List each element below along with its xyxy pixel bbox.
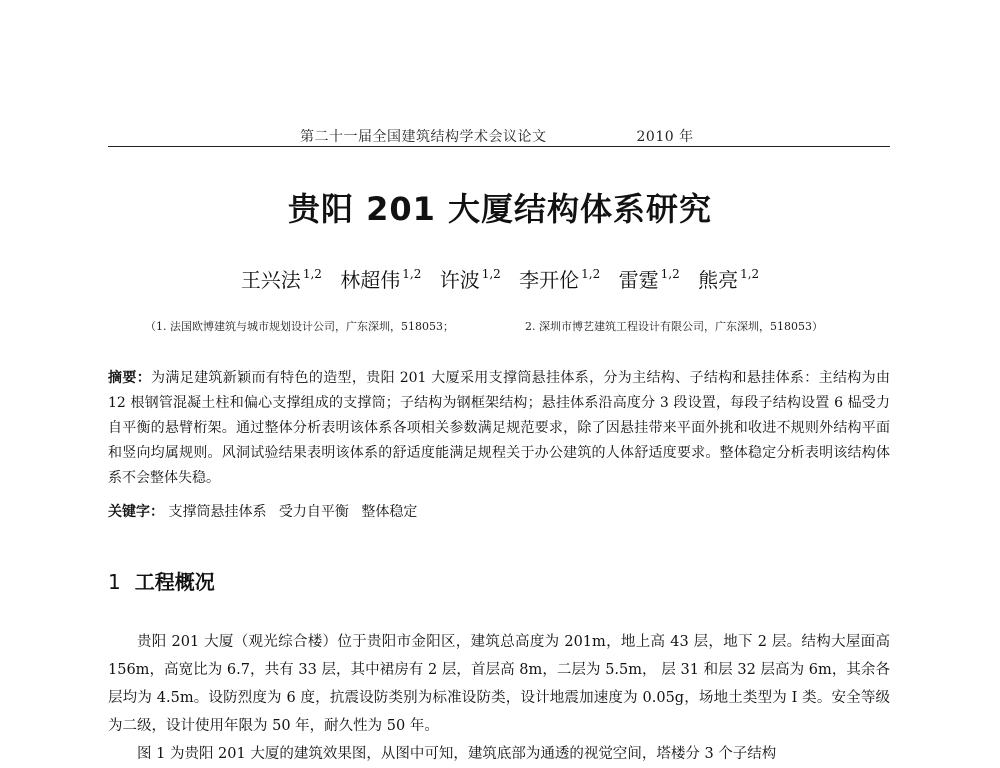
- author: 林超伟 $^{1,2}$: [340, 267, 422, 292]
- section-heading: [108, 566, 215, 595]
- abstract-label: 摘要：: [108, 370, 152, 386]
- author: 许波 $^{1,2}$: [439, 267, 501, 292]
- keywords-label: 关键字：: [108, 504, 164, 520]
- keywords: [108, 500, 890, 525]
- conference-name: 第二十一届全国建筑结构学术会议论文: [300, 129, 547, 145]
- affiliation-1: （1. 法国欧博建筑与城市规划设计公司，广东深圳，518053；: [145, 320, 454, 333]
- paragraph: 贵阳 201 大厦（观光综合楼）位于贵阳市金阳区，建筑总高度为 201m，地上高 43 层，地下 2 层。结构大屋面高 156m，高宽比为 6.7，共有 33 层，其中裙房有 2 层，首层高 8m，二层为 5.5m， 层 31 和层 32 层高为 6m，其余各层均为 4.5m。设防烈度为 6 度，抗震设防类别为标准设防类，设计地震加速度为 0.05g，场地土类型为 I 类。安全等级为二级，设计使用年限为 50 年，耐久性为 50 年。: [108, 634, 890, 734]
- header-year: 2010 年: [636, 129, 694, 145]
- affiliation-2: 2. 深圳市博艺建筑工程设计有限公司，广东深圳，518053）: [525, 320, 823, 333]
- section-title: 工程概况: [134, 570, 215, 594]
- keyword: 受力自平衡: [278, 504, 349, 520]
- section-number: 1: [108, 570, 121, 594]
- author: 熊亮 $^{1,2}$: [698, 267, 760, 292]
- author-list: [0, 264, 1000, 293]
- body-text: [108, 628, 890, 768]
- keyword: 整体稳定: [361, 504, 418, 520]
- abstract-text: 为满足建筑新颖而有特色的造型，贵阳 201 大厦采用支撑筒悬挂体系，分为主结构、子结构和悬挂体系：主结构为由 12 根钢管混凝土柱和偏心支撑组成的支撑筒；子结构为钢框架结构；悬挂体系沿高度分 3 段设置，每段子结构设置 6 榀受力自平衡的悬臂桁架。通过整体分析表明该体系各项相关参数满足规范要求，除了因悬挂带来平面外挑和收进不规则外结构平面和竖向均属规则。风洞试验结果表明该体系的舒适度能满足规程关于办公建筑的人体舒适度要求。整体稳定分析表明该结构体系不会整体失稳。: [108, 370, 891, 486]
- header-rule: [108, 146, 890, 147]
- paper-title: 贵阳 201 大厦结构体系研究: [287, 190, 713, 228]
- running-header: [300, 126, 694, 146]
- abstract: [108, 366, 890, 491]
- author: 李开伦 $^{1,2}$: [519, 267, 601, 292]
- author: 雷霆 $^{1,2}$: [618, 267, 680, 292]
- paragraph: 图 1 为贵阳 201 大厦的建筑效果图，从图中可知，建筑底部为通透的视觉空间，塔楼分 3 个子结构: [137, 746, 777, 762]
- keyword: 支撑筒悬挂体系: [168, 504, 267, 520]
- author: 王兴法 $^{1,2}$: [240, 267, 322, 292]
